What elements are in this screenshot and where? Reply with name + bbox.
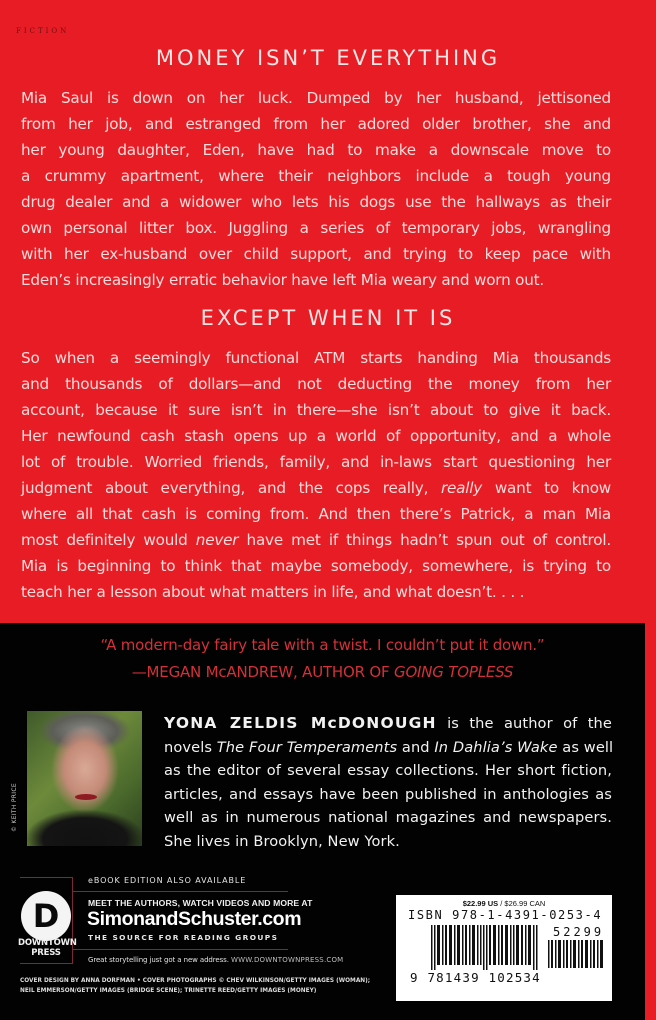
text-line xyxy=(21,475,611,501)
cover-credits xyxy=(20,976,371,996)
section-heading-except: EXCEPT WHEN IT IS xyxy=(200,306,456,330)
text-line xyxy=(164,712,612,736)
price-label xyxy=(396,899,612,908)
publisher-tagline xyxy=(88,956,343,964)
text-line: with her ex-husband over child support, and trying to keep pace with xyxy=(21,245,611,263)
text-line: Eden’s increasingly erratic behavior have left Mia weary and worn out. xyxy=(21,271,545,289)
isbn-number: ISBN 978-1-4391-0253-4 xyxy=(408,908,603,922)
text-line: Mia Saul is down on her luck. Dumped by her husband, jettisoned xyxy=(21,89,611,107)
text-run: as well xyxy=(557,738,614,756)
price-us: $22.99 US xyxy=(462,899,499,908)
text-run: judgment about everything, and the cops really, xyxy=(21,479,441,497)
credits-line: NEIL EMMERSON/GETTY IMAGES (BRIDGE SCENE); TRINETTE REED/GETTY IMAGES (MONEY) xyxy=(20,988,317,994)
text-line: Her newfound cash stash opens up a world of opportunity, and a whole xyxy=(21,427,611,445)
text-line xyxy=(164,736,612,760)
ean-barcode-icon xyxy=(431,925,539,970)
downtown-press-logo-icon xyxy=(21,891,71,941)
author-photo xyxy=(27,711,142,846)
text-line: own personal litter box. Juggling a series of temporary jobs, wrangling xyxy=(21,219,611,237)
text-line: Mia is beginning to think that maybe somebody, somewhere, is trying to xyxy=(21,557,611,575)
book-title: In Dahlia’s Wake xyxy=(434,738,558,756)
text-line: and thousands of dollars—and not deducting the money from her xyxy=(21,375,611,393)
text-line: So when a seemingly functional ATM starts handing Mia thousands xyxy=(21,349,611,367)
attribution-text: —MEGAN McANDREW, AUTHOR OF xyxy=(131,663,395,681)
photo-detail xyxy=(75,794,97,800)
text-line: as the editor of several essay collections. Her short fiction, xyxy=(164,762,612,780)
text-line: drug dealer and a widower who lets his dogs use the hallways as their xyxy=(21,193,611,211)
logo-letter: D xyxy=(32,897,60,935)
photo-credit: © KEITH PRICE xyxy=(11,783,18,832)
text-run: is the author of the xyxy=(436,715,612,732)
text-line: where all that cash is coming from. And then there’s Patrick, a man Mia xyxy=(21,505,611,523)
synopsis-paragraph-2 xyxy=(21,345,611,605)
synopsis-paragraph-1 xyxy=(21,85,611,293)
blurb-attribution xyxy=(0,663,645,681)
divider xyxy=(72,891,288,892)
section-heading-money: MONEY ISN’T EVERYTHING xyxy=(155,46,501,70)
text-line: articles, and essays have been published in anthologies as xyxy=(164,785,612,803)
barcode-label xyxy=(396,895,612,1001)
meet-authors-text: MEET THE AUTHORS, WATCH VIDEOS AND MORE AT xyxy=(88,898,313,908)
text-line: teach her a lesson about what matters in life, and what doesn’t. . . . xyxy=(21,583,525,601)
tagline-text: Great storytelling just got a new address. xyxy=(88,956,231,964)
text-line: well as in numerous national magazines and newspapers. xyxy=(164,809,612,827)
addon-barcode-icon xyxy=(548,940,605,968)
text-line: lot of trouble. Worried friends, family, and in-laws start questioning her xyxy=(21,453,611,471)
credits-line: COVER DESIGN BY ANNA DORFMAN • COVER PHOTOGRAPHS © CHEV WILKINSON/GETTY IMAGES (WOMAN); xyxy=(20,978,371,984)
author-name: YONA ZELDIS McDONOUGH xyxy=(164,714,437,732)
price-separator: / xyxy=(498,899,505,908)
divider xyxy=(72,949,288,950)
text-line: account, because it sure isn’t in there—she isn’t about to give it back. xyxy=(21,401,611,419)
text-run: novels xyxy=(164,738,217,756)
text-run: most definitely would xyxy=(21,531,196,549)
publisher-name-line: DOWNTOWN xyxy=(18,938,77,948)
genre-label: FICTION xyxy=(16,27,70,35)
publisher-name xyxy=(18,938,77,958)
publisher-url: WWW.DOWNTOWNPRESS.COM xyxy=(230,956,344,964)
text-line xyxy=(21,527,611,553)
publisher-name-line: PRESS xyxy=(31,948,61,958)
text-line: from her job, and estranged from her adored older brother, she and xyxy=(21,115,611,133)
emphasis: really xyxy=(440,479,483,497)
publisher-website: SimonandSchuster.com xyxy=(87,908,302,930)
book-title: The Four Temperaments xyxy=(216,738,398,756)
text-run: have met if things hadn’t spun out of control. xyxy=(238,531,611,549)
price-addon-number: 52299 xyxy=(553,925,605,939)
blurb-quote: “A modern-day fairy tale with a twist. I couldn’t put it down.” xyxy=(100,636,545,654)
ebook-notice: eBOOK EDITION ALSO AVAILABLE xyxy=(88,876,247,885)
author-bio xyxy=(164,712,612,854)
emphasis: never xyxy=(195,531,239,549)
text-line: She lives in Brooklyn, New York. xyxy=(164,832,400,850)
price-can: $26.99 CAN xyxy=(504,899,546,908)
text-line: a crummy apartment, where their neighbors include a tough young xyxy=(21,167,611,185)
reading-groups-tagline: THE SOURCE FOR READING GROUPS xyxy=(88,933,279,942)
ean-number: 9 781439 102534 xyxy=(410,970,541,985)
attribution-book-title: GOING TOPLESS xyxy=(394,663,514,681)
text-run: want to know xyxy=(482,479,612,497)
text-run: and xyxy=(397,738,435,756)
text-line: her young daughter, Eden, have had to make a downscale move to xyxy=(21,141,611,159)
